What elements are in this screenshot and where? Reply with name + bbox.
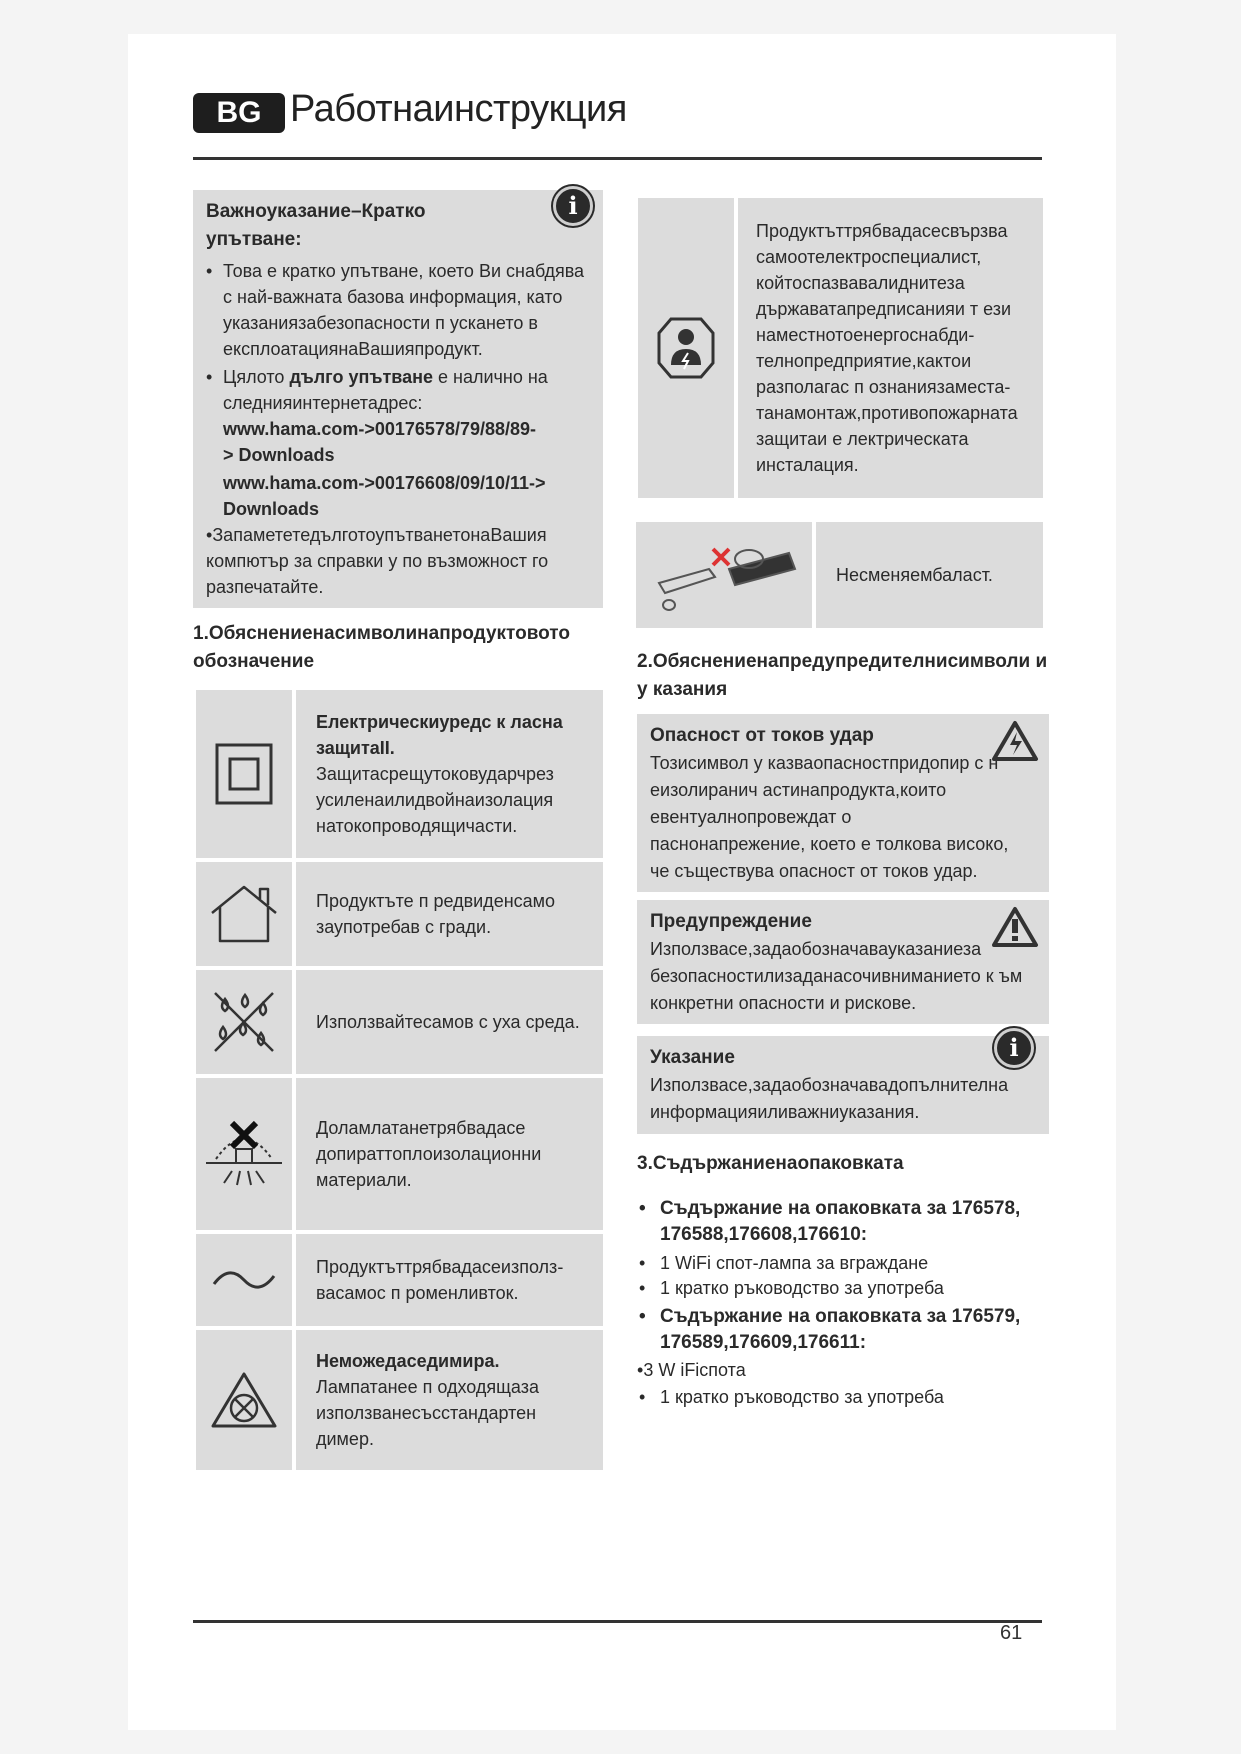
section3-heading: 3.Съдържаниенаопаковката bbox=[637, 1153, 904, 1174]
package-contents-list bbox=[637, 1196, 1057, 1410]
download-link-2[interactable]: www.hama.com->00176608/09/10/11-> Downloads bbox=[223, 473, 546, 519]
warning-icon bbox=[991, 906, 1039, 948]
symbol-row-6: Неможедаседимира. Лампатанее п одходящаза използванесъсстандартен димер. bbox=[296, 1330, 603, 1470]
note-title: Важноуказание–Кратко упътване: bbox=[206, 201, 426, 250]
symbol-row-3: Използвайтесамов с уха среда. bbox=[296, 970, 603, 1074]
ballast-icon bbox=[636, 522, 812, 628]
list-item: • 1 WiFi спот-лампа за вграждане bbox=[639, 1253, 929, 1273]
electrician-notice: Продуктъттрябвадасесвързва самоотелектроспециалист, койтоспазвавалиднитеза държаватапредписанияи т ези наместнотоенергоснабди- телнопредприятие,кактои разполагас п ознаниязаместа- танамонтаж,противопожарната защитаи е лектрическата инсталация. bbox=[738, 198, 1043, 498]
note-bullet-2: • Цялото дълго упътване е налично на следнияинтернетадрес: bbox=[206, 367, 548, 413]
info-notice-box: Указание Използвасе,задаобозначавадопълнителна информацияиливажниуказания. bbox=[637, 1036, 1049, 1134]
house-icon bbox=[196, 862, 292, 966]
ac-current-icon bbox=[196, 1234, 292, 1326]
page-title: Работнаинструкция bbox=[290, 88, 627, 130]
list-item: • 1 кратко ръководство за употреба bbox=[639, 1387, 944, 1407]
footer-divider bbox=[193, 1620, 1042, 1623]
symbol-row-4: Доламлатанетрябвадасе допираттоплоизолационни материали. bbox=[296, 1078, 603, 1230]
language-badge: BG bbox=[193, 93, 285, 133]
electric-hazard-icon bbox=[991, 720, 1039, 762]
list-item: • Съдържание на опаковката за 176578, 176588,176608,176610: bbox=[639, 1198, 1021, 1245]
double-insulation-icon bbox=[196, 690, 292, 858]
no-water-icon bbox=[196, 970, 292, 1074]
header-divider bbox=[193, 157, 1042, 160]
warning-box: Предупреждение Използвасе,задаобозначавауказаниеза безопасностилизаданасочивниманието к ъм конкретни опасности и рискове. bbox=[637, 900, 1049, 1024]
electrician-icon bbox=[638, 198, 734, 498]
section2-heading: 2.Обяснениенапредупредителнисимволи и у казания bbox=[637, 651, 1048, 700]
page-number: 61 bbox=[1000, 1622, 1023, 1644]
list-item: • Съдържание на опаковката за 176579, 176589,176609,176611: bbox=[639, 1306, 1021, 1353]
list-item: •3 W iFicпота bbox=[637, 1360, 746, 1380]
note-bullet-1: • Това е кратко упътване, което Ви снабдява с най-важната базова информация, като указаниязабезопасности п ускането в експлоатациянаВашияпродукт. bbox=[206, 261, 585, 359]
download-link-1[interactable]: www.hama.com->00176578/79/88/89-> Downloads bbox=[223, 419, 537, 465]
symbol-row-5: Продуктъттрябвадасеизполз- васамос п роменливток. bbox=[296, 1234, 603, 1326]
symbol-row-2: Продуктъте п редвиденсамо заупотребав с гради. bbox=[296, 862, 603, 966]
electric-hazard-box: Опасност от токов удар Тозисимвол у казваопасностпридопир с н еизолиранич астинапродукта,които евентуалнопровеждат о паснонапрежение, което е толкова високо, че съществува опасност от токов удар. bbox=[637, 714, 1049, 892]
no-insulation-icon bbox=[196, 1078, 292, 1230]
not-dimmable-icon bbox=[196, 1330, 292, 1470]
important-note-box bbox=[193, 190, 603, 608]
symbol-row-1: Електрическиуредс к ласна защитаII. Защитасрещутоковударчрез усиленаилидвойнаизолация натокопроводящичасти. bbox=[296, 690, 603, 858]
section1-heading: 1.Обяснениенасимволинапродуктовото обозначение bbox=[193, 623, 570, 672]
info-icon: i bbox=[553, 186, 593, 226]
note-bullet-3: •ЗапамететедълготоупътванетонаВашия компютър за справки у по възможност го разпечатайте. bbox=[206, 525, 549, 597]
ballast-notice: Несменяембаласт. bbox=[816, 522, 1043, 628]
info-icon: i bbox=[994, 1028, 1034, 1068]
list-item: • 1 кратко ръководство за употреба bbox=[639, 1278, 944, 1298]
